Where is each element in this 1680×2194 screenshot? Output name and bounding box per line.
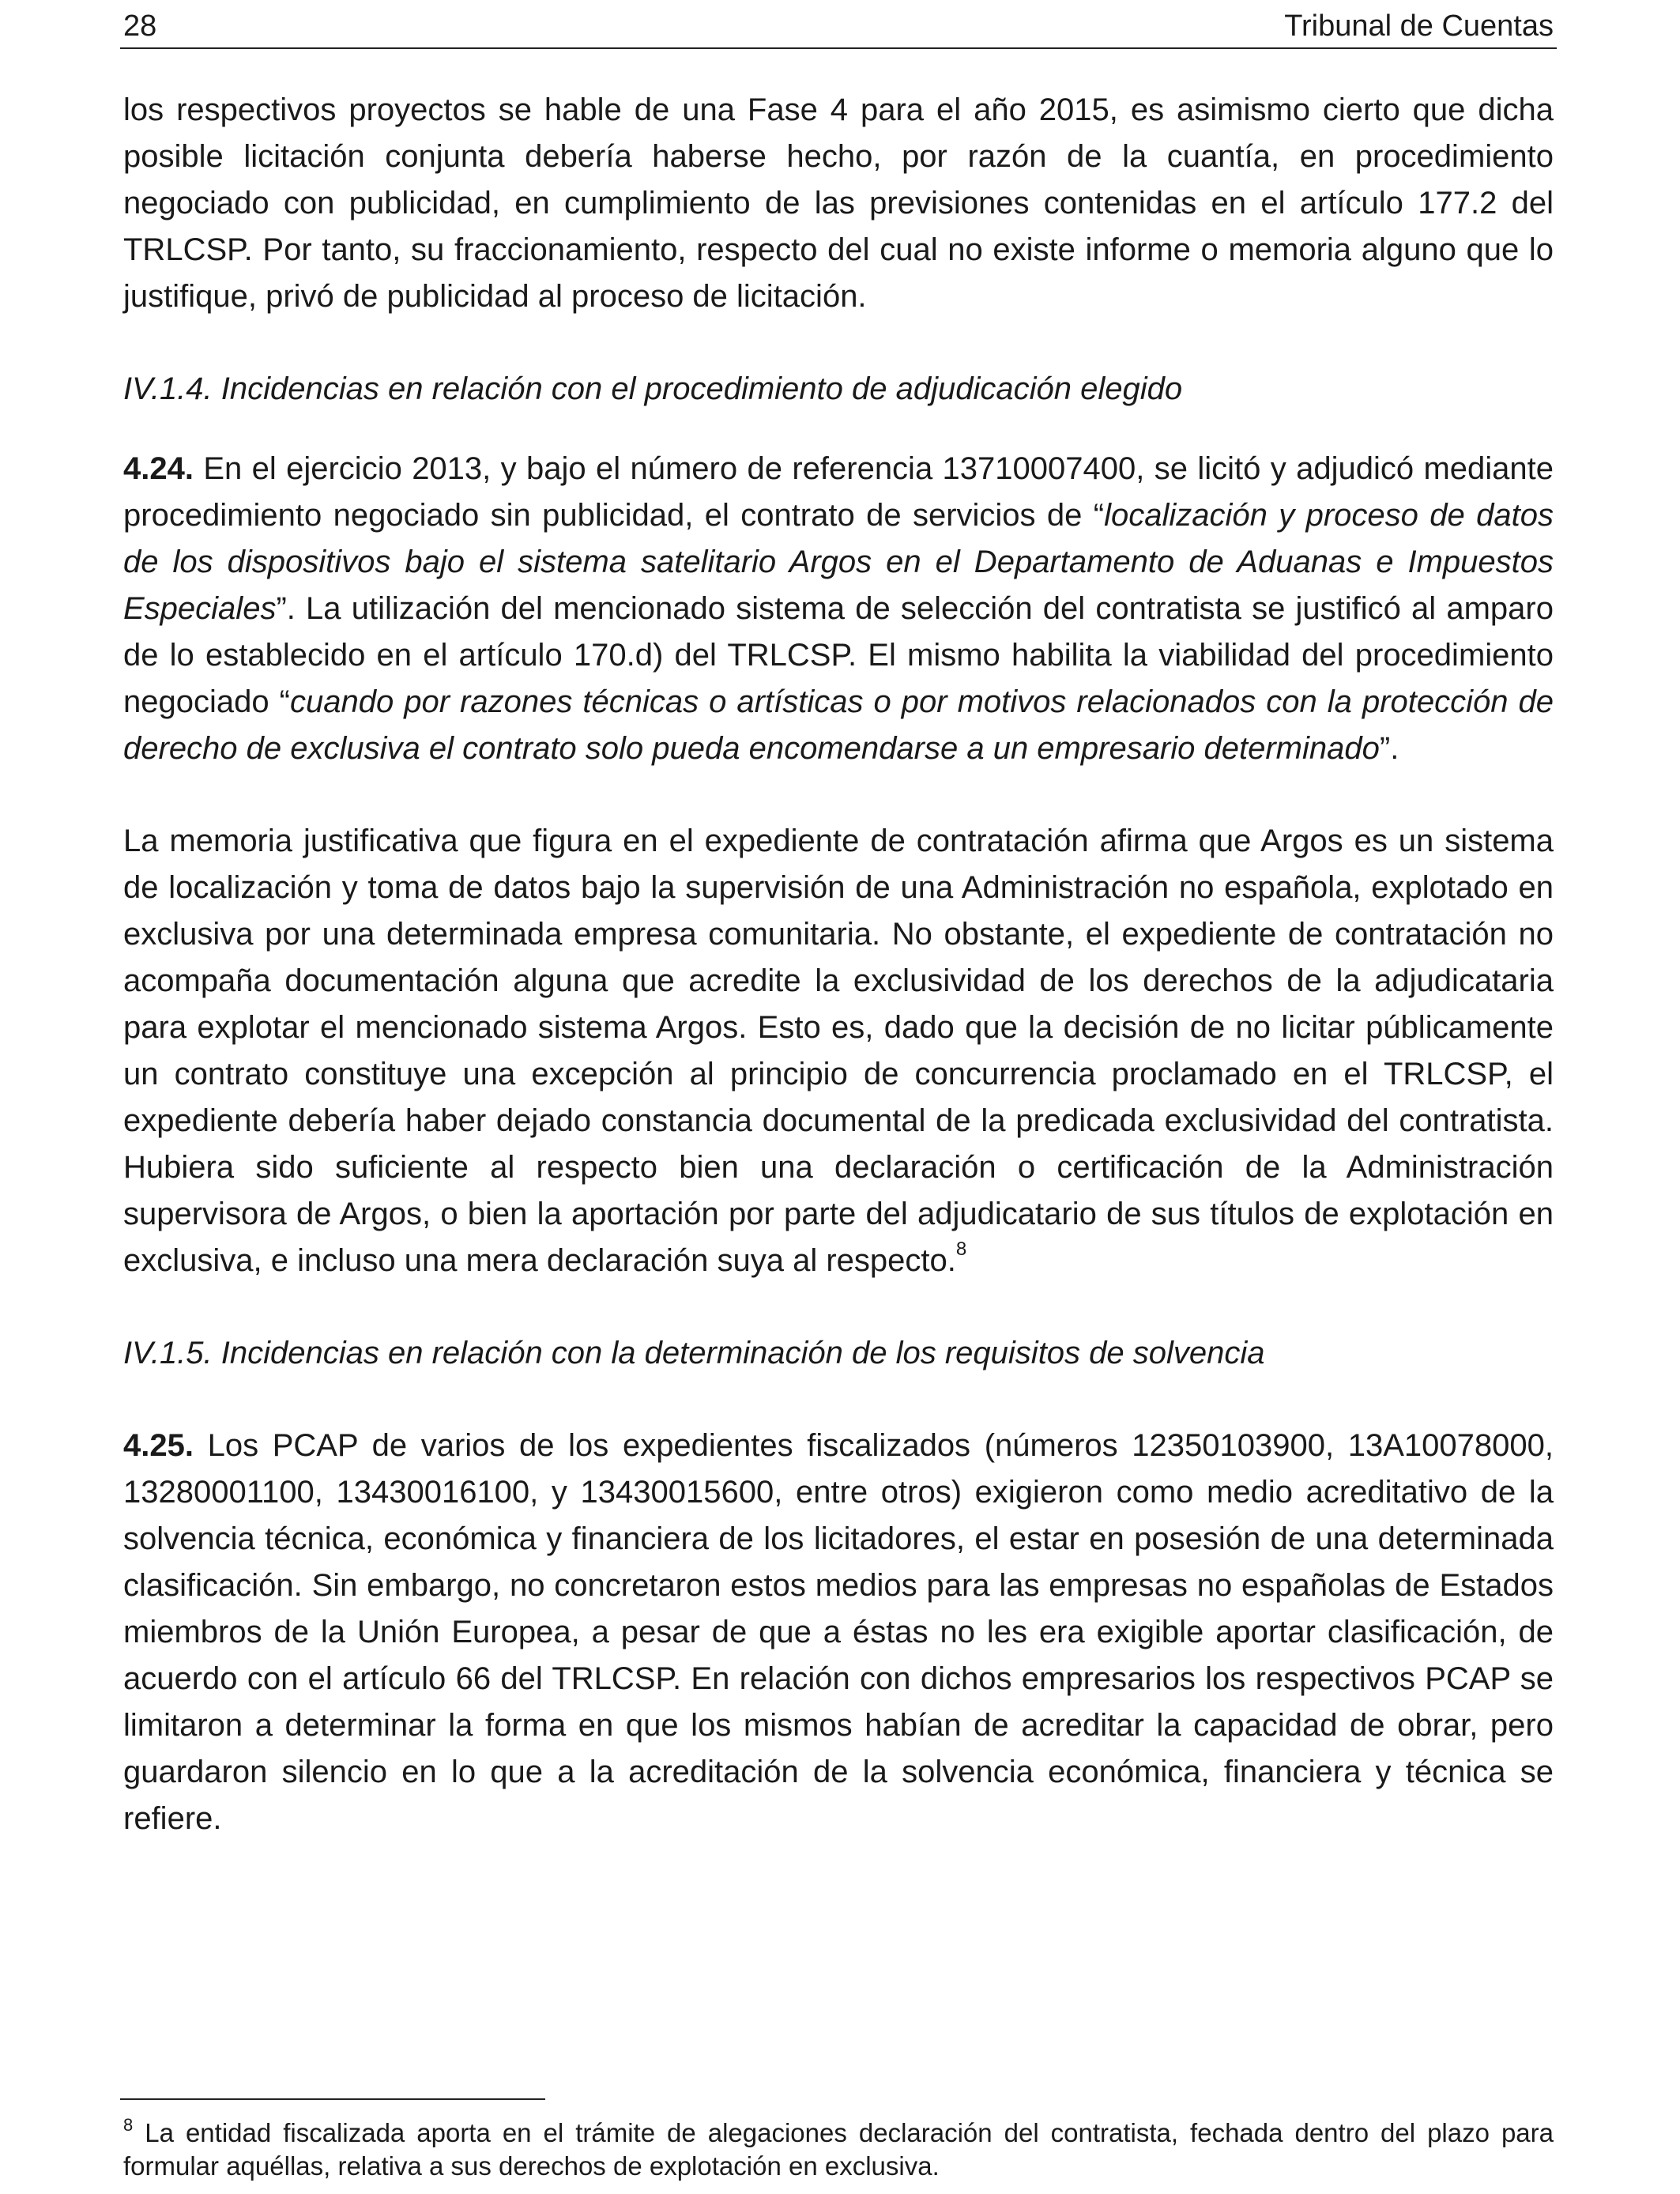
footnote-text: La entidad fiscalizada aporta en el trámite de alegaciones declaración del contratista, fechada dentro del plazo para formular aquéllas, relativa a sus derechos de explotación en exclusiva. [123,2118,1554,2181]
quoted-legal-text: cuando por razones técnicas o artísticas o por motivos relacionados con la protección de derecho de exclusiva el contrato solo pueda encomendarse a un empresario determinado [123,684,1554,766]
page-number: 28 [123,9,157,43]
footnote-divider [120,2098,545,2100]
paragraph-text: ”. La utilización del mencionado sistema de selección del contratista se justificó al amparo de lo establecido en el artículo 170.d) del TRLCSP. El mismo habilita la viabilidad del procedimiento negociado “ [123,591,1554,719]
footnote-reference[interactable]: 8 [955,1238,967,1260]
paragraph-continuation: los respectivos proyectos se hable de una Fase 4 para el año 2015, es asimismo cierto que dicha posible licitación conjunta debería haberse hecho, por razón de la cuantía, en procedimiento negociado con publicidad, en cumplimiento de las previsiones contenidas en el artículo 177.2 del TRLCSP. Por tanto, su fraccionamiento, respecto del cual no existe informe o memoria alguno que lo justifique, privó de publicidad al proceso de licitación. [123,92,1554,314]
paragraph-4-25 [123,1423,1554,1842]
footnote-marker: 8 [123,2115,134,2135]
paragraph-4-24 [123,446,1554,772]
paragraph-number: 4.25. [123,1428,194,1463]
footnote [123,2117,1554,2183]
header-title: Tribunal de Cuentas [1284,9,1554,43]
page-header [120,6,1557,49]
section-heading-iv-1-5: IV.1.5. Incidencias en relación con la determinación de los requisitos de solvencia [123,1336,1265,1370]
paragraph-text: La memoria justificativa que figura en el expediente de contratación afirma que Argos es un sistema de localización y toma de datos bajo la supervisión de una Administración no española, explotado en exclusiva por una determinada empresa comunitaria. No obstante, el expediente de contratación no acompaña documentación alguna que acredite la exclusividad de los derechos de la adjudicataria para explotar el mencionado sistema Argos. Esto es, dado que la decisión de no licitar públicamente un contrato constituye una excepción al principio de concurrencia proclamado en el TRLCSP, el expediente debería haber dejado constancia documental de la predicada exclusividad del contratista. Hubiera sido suficiente al respecto bien una declaración o certificación de la Administración supervisora de Argos, o bien la aportación por parte del adjudicatario de sus títulos de explotación en exclusiva, e incluso una mera declaración suya al respecto. [123,824,1554,1278]
paragraph-text: ”. [1379,731,1399,766]
section-heading-iv-1-4: IV.1.4. Incidencias en relación con el procedimiento de adjudicación elegido [123,371,1183,406]
paragraph-number: 4.24. [123,451,194,486]
document-body [123,87,1554,1842]
quoted-contract-title: localización y proceso de datos de los dispositivos bajo el sistema satelitario Argos en el Departamento de Aduanas e Impuestos Especiales [123,498,1554,626]
paragraph-text: Los PCAP de varios de los expedientes fiscalizados (números 12350103900, 13A10078000, 13280001100, 13430016100, y 13430015600, entre otros) exigieron como medio acreditativo de la solvencia técnica, económica y financiera de los licitadores, el estar en posesión de una determinada clasificación. Sin embargo, no concretaron estos medios para las empresas no españolas de Estados miembros de la Unión Europea, a pesar de que a éstas no les era exigible aportar clasificación, de acuerdo con el artículo 66 del TRLCSP. En relación con dichos empresarios los respectivos PCAP se limitaron a determinar la forma en que los mismos habían de acreditar la capacidad de obrar, pero guardaron silencio en lo que a la acreditación de la solvencia económica, financiera y técnica se refiere. [123,1428,1554,1836]
paragraph-memoria [123,818,1554,1284]
paragraph-text: En el ejercicio 2013, y bajo el número de referencia 13710007400, se licitó y adjudicó mediante procedimiento negociado sin publicidad, el contrato de servicios de “ [123,451,1554,533]
